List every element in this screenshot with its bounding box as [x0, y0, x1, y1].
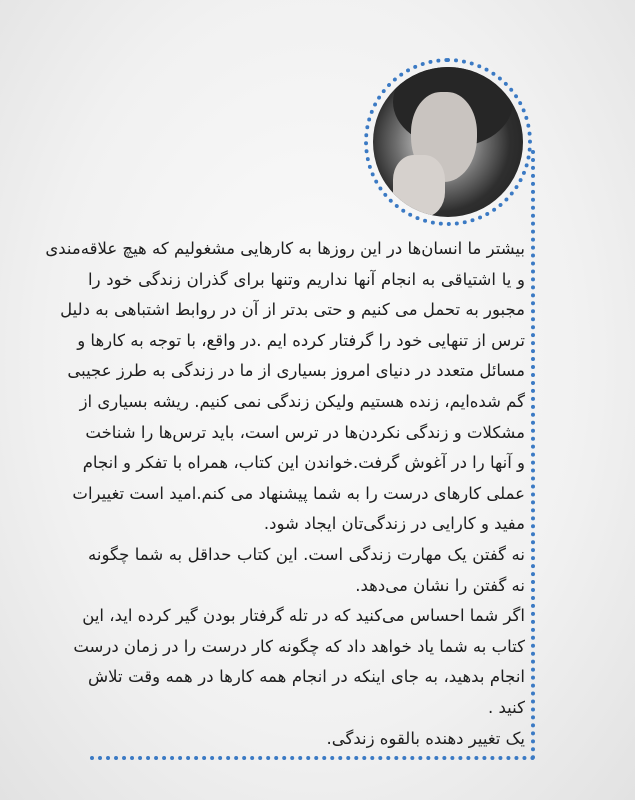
author-photo: [373, 67, 523, 217]
dotted-border-vertical: [531, 150, 535, 760]
text-line: نه گفتن یک مهارت زندگی است. این کتاب حداقل به شما چگونه: [88, 544, 525, 564]
text-line: مشکلات و زندگی نکردن‌ها در ترس است، باید ترس‌ها را شناخت: [85, 422, 525, 442]
text-line: ترس از تنهایی خود را گرفتار کرده ایم .در واقع، با توجه به کارها و: [77, 330, 525, 350]
text-line: و آنها را در آغوش گرفت.خواندن این کتاب، همراه با تفکر و انجام: [82, 453, 525, 473]
text-line: کتاب به شما یاد خواهد داد که چگونه کار درست را در زمان درست: [73, 636, 525, 656]
text-line: یک تغییر دهنده بالقوه زندگی.: [326, 728, 525, 748]
text-line: انجام بدهید، به جای اینکه در انجام همه کارها در همه وقت تلاش: [88, 667, 525, 687]
text-line: بیشتر ما انسان‌ها در این روزها به کارهایی مشغولیم که هیچ علاقه‌مندی: [45, 239, 525, 258]
back-cover-text: [45, 234, 525, 754]
dotted-border-horizontal: [90, 756, 535, 760]
text-line: نه گفتن را نشان می‌دهد.: [355, 575, 525, 595]
text-line: مجبور به تحمل می کنیم و حتی بدتر از آن در روابط اشتباهی به دلیل: [60, 300, 525, 320]
text-line: گم شده‌ایم، زنده هستیم ولیکن زندگی نمی کنیم. ریشه بسیاری از: [79, 391, 525, 411]
text-line: اگر شما احساس می‌کنید که در تله گرفتار بودن گیر کرده اید، این: [82, 606, 525, 626]
text-line: عملی کارهای درست را به شما پیشنهاد می کنم.امید است تغییرات: [72, 483, 525, 503]
text-line: مسائل متعدد در دنیای امروز بسیاری از ما در زندگی به طرز عجیبی: [67, 361, 525, 381]
text-line: مفید و کارایی در زندگی‌تان ایجاد شود.: [263, 514, 525, 534]
text-line: و یا اشتیاقی به انجام آنها نداریم وتنها برای گذران زندگی خود را: [88, 269, 525, 289]
photo-hand-shape: [393, 155, 445, 217]
text-line: کنید .: [488, 697, 525, 717]
